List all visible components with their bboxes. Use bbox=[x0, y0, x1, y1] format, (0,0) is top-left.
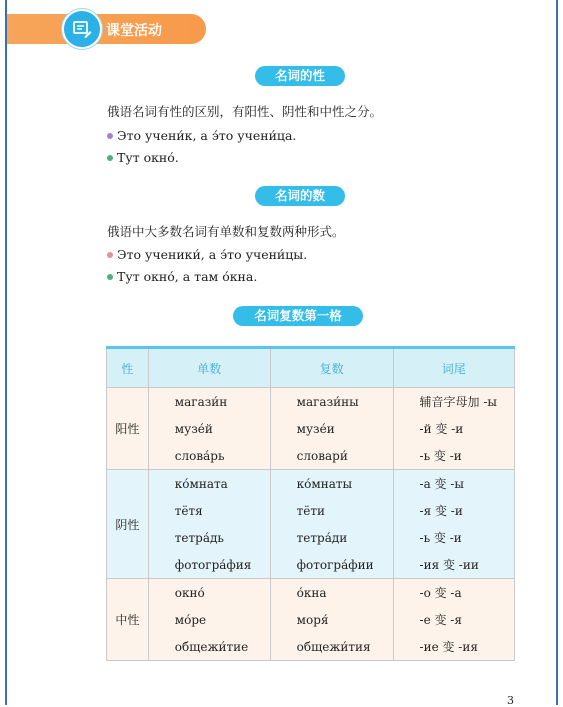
gender-cell: 阴性 bbox=[107, 470, 149, 579]
bullet-dot bbox=[107, 252, 113, 258]
number-example-2 bbox=[107, 269, 257, 285]
gender-example-2 bbox=[107, 150, 179, 166]
example-text: Это ученики́, а э́то учени́цы. bbox=[117, 247, 308, 262]
neuter-group bbox=[107, 579, 515, 661]
page-frame-right bbox=[556, 0, 558, 705]
table-row bbox=[107, 633, 515, 661]
plural-cell: о́кна bbox=[270, 579, 393, 607]
header-ending: 词尾 bbox=[393, 348, 514, 388]
header-singular: 单数 bbox=[148, 348, 270, 388]
edit-note-icon bbox=[62, 9, 102, 49]
gender-example-1 bbox=[107, 128, 296, 144]
ending-cell: -а 变 -ы bbox=[393, 470, 514, 498]
plural-cell: тёти bbox=[270, 497, 393, 524]
page-frame-left bbox=[5, 0, 7, 705]
plural-cell: фотогра́фии bbox=[270, 551, 393, 579]
singular-cell: тётя bbox=[148, 497, 270, 524]
table-row bbox=[107, 415, 515, 442]
singular-cell: музе́й bbox=[148, 415, 270, 442]
plural-cell: музе́и bbox=[270, 415, 393, 442]
singular-cell: ко́мната bbox=[148, 470, 270, 498]
gender-heading: 名词的性 bbox=[255, 66, 345, 86]
ending-cell: -о 变 -а bbox=[393, 579, 514, 607]
table-row bbox=[107, 497, 515, 524]
singular-cell: слова́рь bbox=[148, 442, 270, 470]
plural-cell: общежи́тия bbox=[270, 633, 393, 661]
header-plural: 复数 bbox=[270, 348, 393, 388]
table-row bbox=[107, 442, 515, 470]
singular-cell: окно́ bbox=[148, 579, 270, 607]
ending-cell: -ь 变 -и bbox=[393, 442, 514, 470]
bullet-dot bbox=[107, 155, 113, 161]
ending-cell: -й 变 -и bbox=[393, 415, 514, 442]
plural-cell: словари́ bbox=[270, 442, 393, 470]
plural-heading: 名词复数第一格 bbox=[233, 306, 363, 326]
table-header-row bbox=[107, 348, 515, 388]
gender-cell: 阳性 bbox=[107, 388, 149, 470]
singular-cell: общежи́тие bbox=[148, 633, 270, 661]
table-row bbox=[107, 388, 515, 416]
table-row bbox=[107, 470, 515, 498]
ending-cell: -ь 变 -и bbox=[393, 524, 514, 551]
plural-cell: тетра́ди bbox=[270, 524, 393, 551]
table-row bbox=[107, 579, 515, 607]
header-gender: 性 bbox=[107, 348, 149, 388]
plural-table bbox=[106, 346, 515, 661]
singular-cell: фотогра́фия bbox=[148, 551, 270, 579]
ending-cell: -е 变 -я bbox=[393, 606, 514, 633]
bullet-dot bbox=[107, 133, 113, 139]
number-heading: 名词的数 bbox=[255, 186, 345, 206]
plural-cell: ко́мнаты bbox=[270, 470, 393, 498]
masculine-group bbox=[107, 388, 515, 470]
example-text: Тут окно́, а там о́кна. bbox=[117, 269, 258, 284]
table-row bbox=[107, 524, 515, 551]
gender-cell: 中性 bbox=[107, 579, 149, 661]
ending-cell: 辅音字母加 -ы bbox=[393, 388, 514, 416]
page-number: 3 bbox=[507, 694, 514, 707]
table-row bbox=[107, 606, 515, 633]
bullet-dot bbox=[107, 274, 113, 280]
example-text: Тут окно́. bbox=[117, 150, 179, 165]
gender-intro: 俄语名词有性的区别，有阳性、阴性和中性之分。 bbox=[107, 104, 383, 119]
singular-cell: магази́н bbox=[148, 388, 270, 416]
feminine-group bbox=[107, 470, 515, 579]
table-row bbox=[107, 551, 515, 579]
ending-cell: -ия 变 -ии bbox=[393, 551, 514, 579]
number-intro: 俄语中大多数名词有单数和复数两种形式。 bbox=[107, 224, 345, 239]
singular-cell: мо́ре bbox=[148, 606, 270, 633]
ending-cell: -я 变 -и bbox=[393, 497, 514, 524]
singular-cell: тетра́дь bbox=[148, 524, 270, 551]
example-text: Это учени́к, а э́то учени́ца. bbox=[117, 128, 297, 143]
plural-cell: моря́ bbox=[270, 606, 393, 633]
activity-title: 课堂活动 bbox=[106, 23, 162, 39]
number-example-1 bbox=[107, 247, 307, 263]
ending-cell: -ие 变 -ия bbox=[393, 633, 514, 661]
plural-cell: магази́ны bbox=[270, 388, 393, 416]
